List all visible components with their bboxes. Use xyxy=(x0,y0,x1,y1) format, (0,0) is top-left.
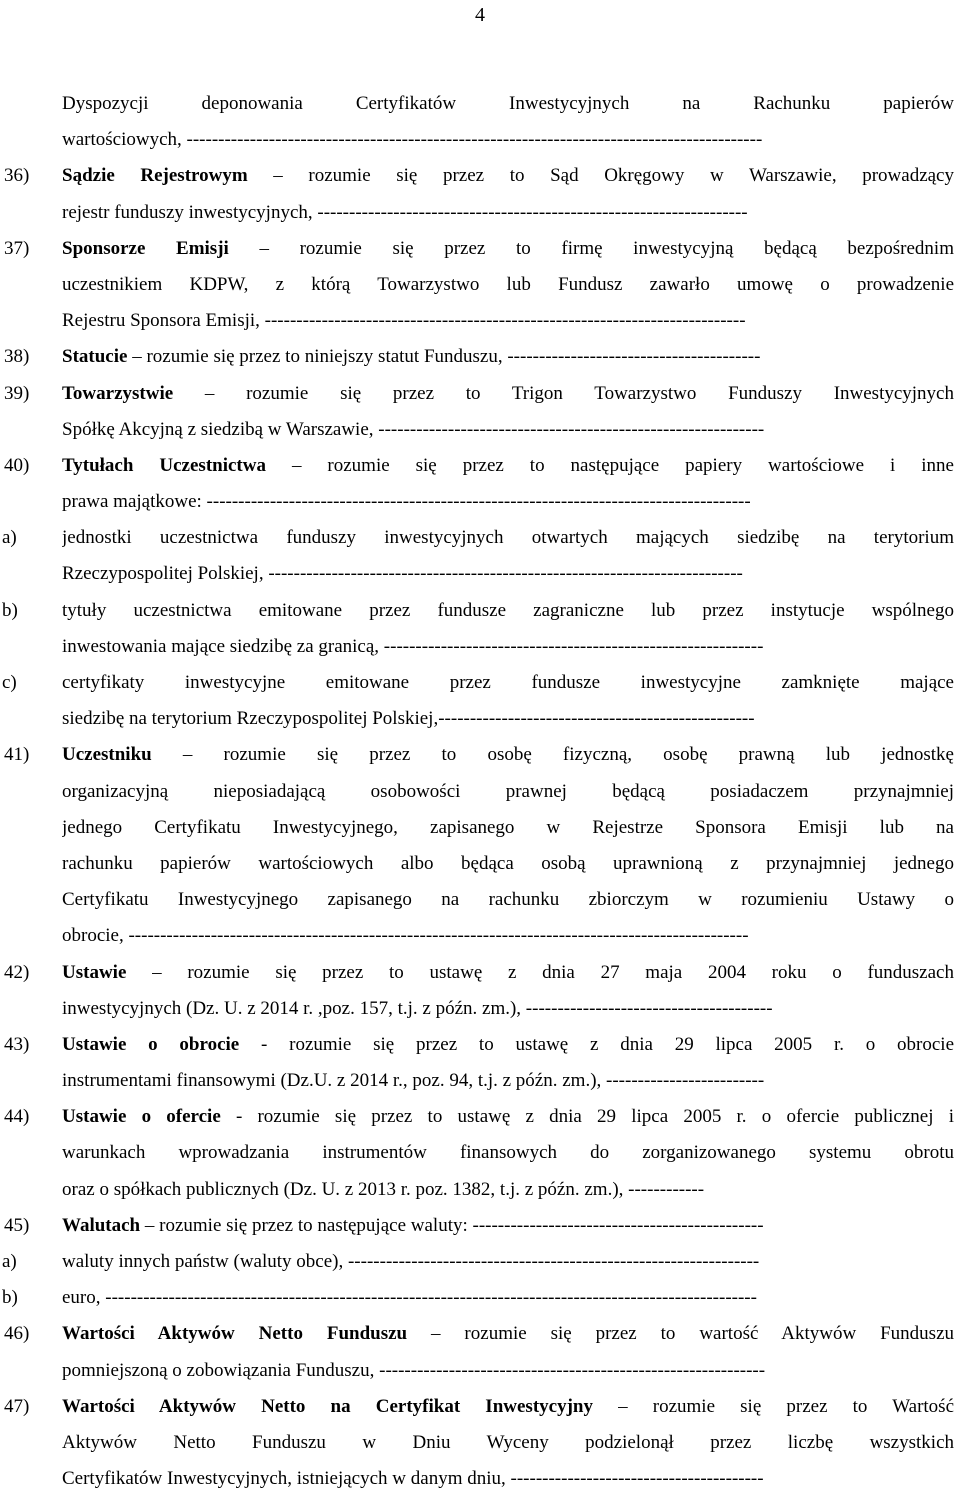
text-line xyxy=(62,122,954,158)
line-text: Dyspozycji deponowania Certyfikatów Inwestycyjnych na Rachunku papierów xyxy=(62,93,954,114)
item-number: 37) xyxy=(4,237,30,259)
line-text: – rozumie się przez to Trigon Towarzystwo Funduszy Inwestycyjnych xyxy=(173,382,954,404)
line-text: rachunku papierów wartościowych albo będąca osobą uprawnioną z przynajmniej jednego xyxy=(62,852,954,874)
line-text: wartościowych, ------------------------------------------------------------------------------------------- xyxy=(62,129,763,151)
text-line xyxy=(62,846,954,882)
text-line xyxy=(62,665,954,701)
line-text: obrocie, -------------------------------------------------------------------------------------------------- xyxy=(62,925,749,947)
text-line xyxy=(62,158,954,194)
line-text: waluty innych państw (waluty obce), ----------------------------------------------------------------- xyxy=(62,1251,760,1272)
line-text: Certyfikatów Inwestycyjnych, istniejących w danym dniu, ---------------------------------------- xyxy=(62,1468,764,1490)
text-line xyxy=(62,737,954,773)
text-line xyxy=(62,1172,954,1208)
definition-item xyxy=(0,520,960,592)
item-number: 42) xyxy=(4,961,30,983)
definition-item xyxy=(0,1208,960,1244)
line-text: Aktywów Netto Funduszu w Dniu Wyceny podzielonął przez liczbę wszystkich xyxy=(62,1431,954,1453)
text-line xyxy=(62,520,954,556)
text-line xyxy=(62,1425,954,1461)
item-number: a) xyxy=(2,1251,17,1272)
defined-term: Ustawie xyxy=(62,961,127,983)
definition-item xyxy=(0,665,960,737)
item-number: 46) xyxy=(4,1323,30,1345)
defined-term: Walutach xyxy=(62,1214,141,1236)
item-number: 44) xyxy=(4,1106,30,1128)
definition-item xyxy=(0,339,960,375)
item-number: 38) xyxy=(4,346,30,368)
definition-continuation xyxy=(0,86,960,158)
line-text: - rozumie się przez to ustawę z dnia 29 lipca 2005 r. o ofercie publicznej i xyxy=(220,1106,954,1128)
item-number: c) xyxy=(2,672,17,693)
line-text: – rozumie się przez to Sąd Okręgowy w Warszawie, prowadzący xyxy=(247,165,954,187)
definition-item xyxy=(0,1244,960,1280)
text-line xyxy=(62,195,954,231)
line-text: – rozumie się przez to ustawę z dnia 27 maja 2004 roku o funduszach xyxy=(126,961,954,983)
line-text: inwestowania mające siedzibę za granicą, ------------------------------------------------------------ xyxy=(62,635,764,657)
text-line xyxy=(62,1244,954,1280)
text-line xyxy=(62,231,954,267)
line-text: Spółkę Akcyjną z siedzibą w Warszawie, ------------------------------------------------------------- xyxy=(62,418,765,440)
item-number: a) xyxy=(2,527,17,549)
text-line xyxy=(62,810,954,846)
text-line xyxy=(62,1353,954,1389)
line-text: – rozumie się przez to niniejszy statut Funduszu, ---------------------------------------- xyxy=(127,346,761,368)
defined-term: Ustawie o obrocie xyxy=(62,1033,240,1055)
text-line xyxy=(62,774,954,810)
item-number: 41) xyxy=(4,744,30,766)
item-number: 47) xyxy=(4,1395,30,1417)
line-text: – rozumie się przez to wartość Aktywów Funduszu xyxy=(407,1323,954,1345)
text-line xyxy=(62,303,954,339)
text-line xyxy=(62,629,954,665)
text-line xyxy=(62,412,954,448)
line-text: rejestr funduszy inwestycyjnych, -------------------------------------------------------------------- xyxy=(62,201,748,223)
defined-term: Uczestniku xyxy=(62,744,152,766)
definition-item xyxy=(0,1027,960,1099)
text-line xyxy=(62,1316,954,1352)
text-line xyxy=(62,1099,954,1135)
text-line xyxy=(62,593,954,629)
text-line xyxy=(62,484,954,520)
text-line xyxy=(62,918,954,954)
item-number: 36) xyxy=(4,165,30,187)
line-text: prawa majątkowe: -------------------------------------------------------------------------------------- xyxy=(62,491,751,513)
text-line xyxy=(62,267,954,303)
line-text: tytuły uczestnictwa emitowane przez fundusze zagraniczne lub przez instytucje wspólnego xyxy=(62,599,954,621)
defined-term: Sądzie Rejestrowym xyxy=(62,165,248,187)
line-text: – rozumie się przez to Wartość xyxy=(592,1395,954,1417)
line-text: – rozumie się przez to następujące papiery wartościowe i inne xyxy=(265,454,954,476)
item-number: b) xyxy=(2,599,18,621)
line-text: warunkach wprowadzania instrumentów finansowych do zorganizowanego systemu obrotu xyxy=(62,1142,954,1164)
text-line xyxy=(62,1063,954,1099)
definition-item xyxy=(0,1316,960,1388)
definition-item xyxy=(0,1280,960,1316)
text-line xyxy=(62,1027,954,1063)
line-text: pomniejszoną o zobowiązania Funduszu, ------------------------------------------------------------- xyxy=(62,1359,766,1381)
defined-term: Towarzystwie xyxy=(62,382,174,404)
defined-term: Ustawie o ofercie xyxy=(62,1106,221,1128)
definition-item xyxy=(0,158,960,230)
defined-term: Tytułach Uczestnictwa xyxy=(62,454,266,476)
line-text: Certyfikatu Inwestycyjnego zapisanego na rachunku zbiorczym w rozumieniu Ustawy o xyxy=(62,889,954,911)
text-line xyxy=(62,86,954,122)
line-text: Rzeczypospolitej Polskiej, --------------------------------------------------------------------------- xyxy=(62,563,743,585)
definition-item xyxy=(0,955,960,1027)
definition-item xyxy=(0,593,960,665)
line-text: siedzibę na terytorium Rzeczypospolitej Polskiej,-------------------------------------------------- xyxy=(62,708,755,730)
line-text: – rozumie się przez to osobę fizyczną, osobę prawną lub jednostkę xyxy=(151,744,954,766)
text-line xyxy=(62,376,954,412)
text-line xyxy=(62,1389,954,1425)
defined-term: Sponsorze Emisji xyxy=(62,237,229,259)
line-text: oraz o spółkach publicznych (Dz. U. z 2013 r. poz. 1382, t.j. z późn. zm.), ------------ xyxy=(62,1178,705,1200)
item-number: 39) xyxy=(4,382,30,404)
item-number: 43) xyxy=(4,1033,30,1055)
text-line xyxy=(62,882,954,918)
line-text: inwestycyjnych (Dz. U. z 2014 r. ,poz. 157, t.j. z późn. zm.), --------------------------------------- xyxy=(62,997,773,1019)
document-body xyxy=(0,86,960,1497)
line-text: jednostki uczestnictwa funduszy inwestycyjnych otwartych mających siedzibę na terytorium xyxy=(62,527,954,549)
text-line xyxy=(62,339,954,375)
defined-term: Wartości Aktywów Netto Funduszu xyxy=(62,1323,408,1345)
definition-item xyxy=(0,737,960,954)
definition-item xyxy=(0,1389,960,1497)
text-line xyxy=(62,991,954,1027)
item-number: b) xyxy=(2,1287,18,1309)
text-line xyxy=(62,701,954,737)
line-text: euro, ------------------------------------------------------------------------------------------------------- xyxy=(62,1287,757,1309)
text-line xyxy=(62,1135,954,1171)
line-text: – rozumie się przez to firmę inwestycyjną będącą bezpośrednim xyxy=(228,237,954,259)
line-text: jednego Certyfikatu Inwestycyjnego, zapisanego w Rejestrze Sponsora Emisji lub na xyxy=(62,816,954,838)
text-line xyxy=(62,955,954,991)
line-text: organizacyjną nieposiadającą osobowości prawnej będącą posiadaczem przynajmniej xyxy=(62,780,954,802)
definition-item xyxy=(0,376,960,448)
definition-item xyxy=(0,231,960,340)
definition-item xyxy=(0,448,960,520)
text-line xyxy=(62,448,954,484)
defined-term: Wartości Aktywów Netto na Certyfikat Inwestycyjny xyxy=(62,1395,593,1417)
text-line xyxy=(62,556,954,592)
definition-item xyxy=(0,1099,960,1208)
line-text: certyfikaty inwestycyjne emitowane przez fundusze inwestycyjne zamknięte mające xyxy=(62,672,954,693)
page-number: 4 xyxy=(475,4,485,26)
line-text: - rozumie się przez to ustawę z dnia 29 lipca 2005 r. o obrocie xyxy=(239,1033,954,1055)
item-number: 45) xyxy=(4,1214,30,1236)
defined-term: Statucie xyxy=(62,346,128,368)
text-line xyxy=(62,1280,954,1316)
line-text: Rejestru Sponsora Emisji, ---------------------------------------------------------------------------- xyxy=(62,310,746,332)
line-text: uczestnikiem KDPW, z którą Towarzystwo lub Fundusz zawarło umowę o prowadzenie xyxy=(62,273,954,295)
item-number: 40) xyxy=(4,454,30,476)
text-line xyxy=(62,1208,954,1244)
line-text: instrumentami finansowymi (Dz.U. z 2014 r., poz. 94, t.j. z późn. zm.), ------------------------- xyxy=(62,1070,765,1092)
line-text: – rozumie się przez to następujące waluty: ---------------------------------------------- xyxy=(140,1214,764,1236)
